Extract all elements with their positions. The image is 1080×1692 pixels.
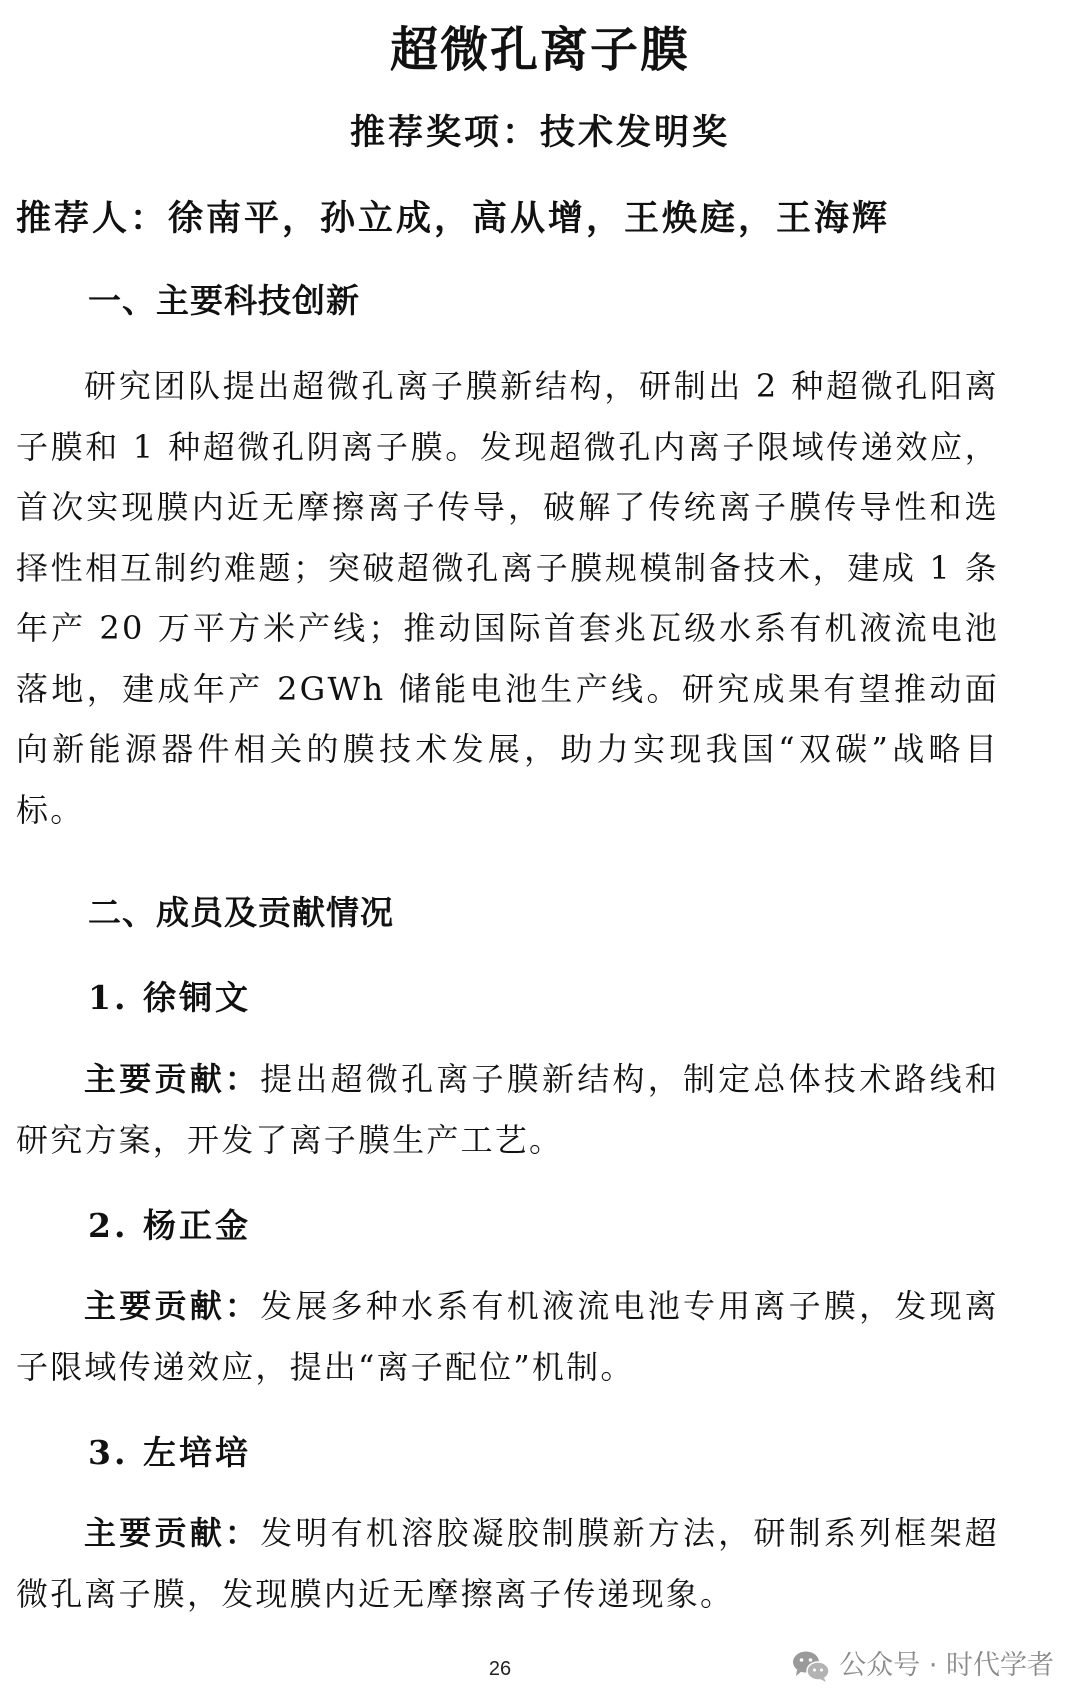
member-name: 3. 左培培 bbox=[88, 1433, 251, 1472]
contribution-label: 主要贡献： bbox=[84, 1287, 261, 1325]
contribution-text: 提出超微孔离子膜新结构，制定总体技术路线和研究方案，开发了离子膜生产工艺。 bbox=[16, 1060, 999, 1159]
award-line: 推荐奖项：技术发明奖 bbox=[349, 112, 730, 153]
watermark-text: 公众号 · 时代学者 bbox=[839, 1650, 1054, 1681]
member-name: 2. 杨正金 bbox=[88, 1206, 251, 1245]
member-contribution bbox=[16, 1049, 999, 1170]
member-contribution bbox=[16, 1503, 999, 1624]
section-heading-innovation: 一、主要科技创新 bbox=[88, 281, 360, 320]
page-number: 26 bbox=[488, 1658, 512, 1680]
innovation-paragraph: 研究团队提出超微孔离子膜新结构，研制出 2 种超微孔阳离子膜和 1 种超微孔阴离子膜。发现超微孔内离子限域传递效应，首次实现膜内近无摩擦离子传导，破解了传统离子膜传导性和选择性相互制约难题；突破超微孔离子膜规模制备技术，建成 1 条年产 20 万平方米产线；推动国际首套兆瓦级水系有机液流电池落地，建成年产 2GWh 储能电池生产线。研究成果有望推动面向新能源器件相关的膜技术发展，助力实现我国“双碳”战略目标。 bbox=[16, 367, 999, 829]
wechat-icon bbox=[791, 1649, 831, 1683]
watermark bbox=[791, 1648, 1054, 1684]
contribution-label: 主要贡献： bbox=[84, 1514, 261, 1552]
contribution-text: 发明有机溶胶凝胶制膜新方法，研制系列框架超微孔离子膜，发现膜内近无摩擦离子传递现象。 bbox=[16, 1514, 999, 1613]
section-heading-members: 二、成员及贡献情况 bbox=[88, 893, 394, 932]
document-title: 超微孔离子膜 bbox=[389, 22, 690, 78]
member-name: 1. 徐铜文 bbox=[88, 978, 251, 1017]
recommenders-line: 推荐人：徐南平，孙立成，高从增，王焕庭，王海辉 bbox=[16, 198, 891, 239]
contribution-text: 发展多种水系有机液流电池专用离子膜，发现离子限域传递效应，提出“离子配位”机制。 bbox=[16, 1287, 999, 1386]
contribution-label: 主要贡献： bbox=[84, 1060, 261, 1098]
member-contribution bbox=[16, 1276, 999, 1397]
